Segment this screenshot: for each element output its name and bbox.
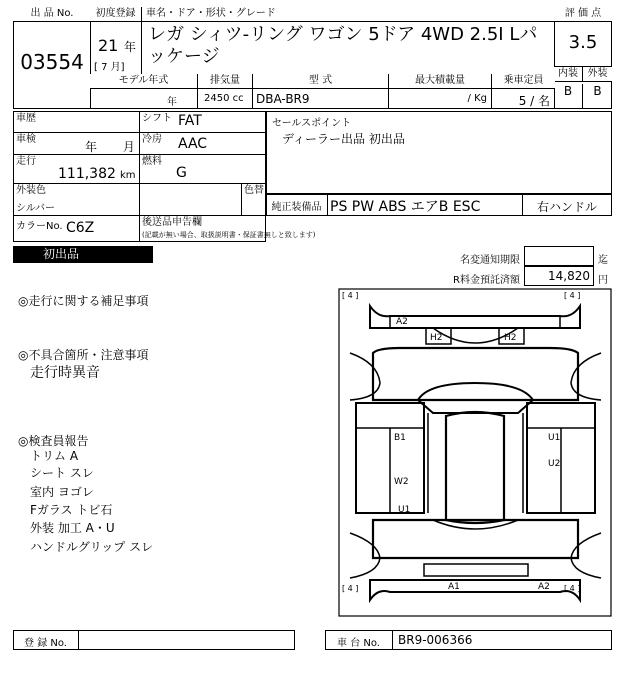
shaken-value: 年 月	[85, 140, 135, 154]
mileage: 111,382	[58, 166, 116, 182]
rear-body	[373, 520, 578, 558]
corner-tl-label: [ 4 ]	[342, 291, 359, 300]
inspector-item: トリム A	[30, 449, 79, 463]
sales-label: セールスポイント	[272, 118, 352, 129]
fuel-label: 燃料	[142, 156, 162, 167]
fuel: G	[176, 165, 187, 181]
model-code: DBA-BR9	[256, 92, 310, 106]
model-code-label: 型 式	[253, 74, 389, 88]
history-label: 車歴	[16, 113, 36, 124]
rear-window	[433, 520, 518, 529]
max-load-label: 最大積載量	[389, 74, 492, 88]
year-unit: 年	[124, 40, 137, 54]
rear-wheel-arch-left	[350, 533, 380, 578]
model-year-unit: 年	[167, 97, 177, 108]
defects-title: ◎不具合箇所・注意事項	[18, 348, 149, 362]
inspector-item: シート スレ	[30, 466, 94, 480]
damage-mark: A2	[538, 582, 550, 592]
drive-side: 右ハンドル	[536, 200, 597, 214]
capacity: 5 / 名	[518, 94, 550, 108]
damage-mark: H2	[430, 333, 443, 343]
car-name: レガ シィツ-リング ワゴン 5ドア 4WD 2.5I Lパッケージ	[148, 24, 538, 67]
lot-no: 03554	[20, 50, 84, 74]
left-hdiv3	[13, 183, 266, 184]
recycle-value: 14,820	[548, 269, 590, 283]
name-change-box	[524, 246, 594, 266]
damage-mark: W2	[394, 477, 409, 487]
displacement-label: 排気量	[198, 74, 253, 88]
front-wheel-arch-left	[350, 353, 380, 400]
corner-tr-label: [ 4 ]	[564, 291, 581, 300]
left-vdiv	[139, 111, 140, 242]
lot-no-label: 出 品 No.	[13, 7, 91, 22]
displacement: 2450 cc	[204, 93, 244, 104]
recycle-unit: 円	[598, 275, 608, 286]
hood	[373, 348, 578, 400]
roof	[446, 412, 504, 523]
equipment-label: 純正装備品	[271, 202, 322, 213]
damage-mark: U1	[548, 433, 561, 443]
left-hdiv1	[13, 132, 266, 133]
color-no: C6Z	[66, 220, 95, 236]
driving-notes-title: ◎走行に関する補足事項	[18, 294, 149, 308]
color-change-label: 色替	[244, 185, 264, 196]
damage-mark: U2	[548, 459, 561, 469]
equipment-items: PS PW ABS エアB ESC	[330, 199, 481, 215]
license-plate	[424, 564, 528, 576]
reg-no-div	[78, 630, 79, 650]
rating-value: 3.5	[568, 32, 598, 53]
displacement-divider	[252, 88, 253, 109]
left-hdiv2	[13, 154, 266, 155]
color-change-div	[241, 183, 242, 215]
defect-item: 走行時異音	[30, 365, 100, 381]
left-hdiv4	[13, 215, 266, 216]
shift-label: シフト	[142, 113, 172, 124]
name-change-unit: 迄	[598, 255, 608, 266]
after-docs-label: 後送品申告欄	[142, 217, 202, 228]
exterior-label: 外装	[583, 66, 612, 82]
rating-label: 評 価 点	[554, 7, 612, 22]
model-code-divider	[388, 88, 389, 109]
interior-grade: B	[554, 84, 583, 109]
capacity-label: 乗車定員	[492, 74, 555, 88]
inspector-item: 外装 加工 A・U	[30, 521, 115, 535]
sales-text: ディーラー出品 初出品	[282, 132, 405, 146]
equip-div1	[327, 194, 328, 216]
inspector-item: ハンドルグリップ スレ	[30, 540, 154, 554]
damage-mark: B1	[394, 433, 406, 443]
car-damage-diagram	[338, 288, 613, 618]
first-reg-year: 21	[98, 36, 119, 55]
first-reg-label: 初度登録	[90, 7, 142, 22]
color-label: 外装色	[16, 185, 46, 196]
damage-mark: U1	[398, 505, 411, 515]
chassis-label: 車 台 No.	[337, 638, 380, 649]
ac: AAC	[178, 136, 208, 152]
corner-bl-label: [ 4 ]	[342, 584, 359, 593]
model-year-label: モデル年式	[90, 74, 198, 88]
ac-label: 冷房	[142, 134, 162, 145]
reg-no-label: 登 録 No.	[24, 638, 67, 649]
car-name-label: 車名・ドア・形状・グレード	[142, 7, 555, 22]
first-listing-bar: 初出品	[13, 246, 153, 263]
after-docs-note: (記載が無い場合、取扱説明書・保証書無しと致します)	[142, 231, 316, 239]
recycle-label: R料金預託済額	[453, 275, 520, 286]
chassis-div	[392, 630, 393, 650]
shift: FAT	[178, 113, 202, 129]
chassis-no: BR9-006366	[398, 633, 473, 647]
inspector-item: Fガラス トビ石	[30, 503, 113, 517]
specs-label-line	[90, 88, 555, 89]
inspector-title: ◎検査員報告	[18, 434, 89, 448]
inspector-item: 室内 ヨゴレ	[30, 485, 94, 499]
damage-mark: A2	[396, 317, 408, 327]
rear-wheel-arch-right	[571, 533, 601, 578]
mileage-unit: km	[120, 170, 136, 181]
damage-mark: H2	[504, 333, 517, 343]
first-reg-month: [ 7 月]	[94, 62, 125, 73]
diagram-frame	[339, 289, 611, 616]
color: シルバー	[16, 203, 56, 214]
windshield	[418, 383, 533, 413]
mileage-label: 走行	[16, 156, 36, 167]
shaken-label: 車検	[16, 134, 36, 145]
max-load: / Kg	[467, 93, 487, 104]
name-change-label: 名変通知期限	[460, 255, 520, 266]
corner-br-label: [ 4 ]	[564, 584, 581, 593]
color-no-label: カラーNo.	[16, 221, 63, 232]
exterior-grade: B	[593, 84, 602, 98]
model-year-divider	[197, 88, 198, 109]
damage-mark: A1	[448, 582, 460, 592]
front-wheel-arch-right	[571, 353, 601, 400]
interior-label: 内装	[554, 66, 583, 82]
